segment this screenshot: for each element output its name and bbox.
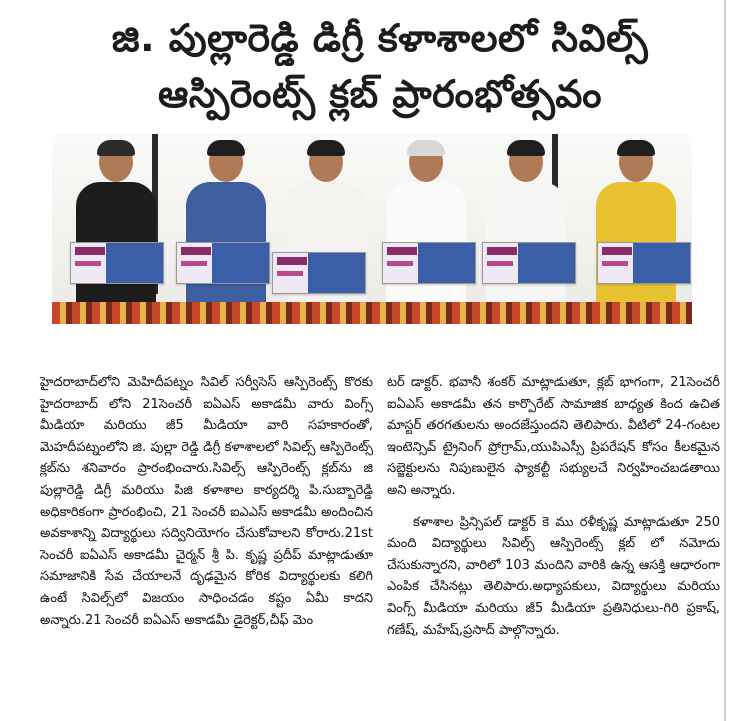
- club-poster: [272, 252, 366, 294]
- article-column-right: [387, 372, 720, 641]
- headline: [40, 0, 720, 122]
- paragraph: కళాశాల ప్రిన్సిపల్ డాక్టర్ కె ము రళీకృష్ణ మాట్లాడుతూ 250 మంది విద్యార్థులు సివిల్స్ ఆస్పిరెంట్స్ క్లబ్ లో నమోదు చేసుకున్నారని, వారిలో 103 మందిని వారికి ఉన్న ఆసక్తి ఆధారంగా ఎంపిక చేసినట్లు తెలిపారు.అధ్యాపకులు, విద్యార్థులు మరియు వింగ్స్ మీడియా మరియు జీ5 మీడియా ప్రతినిధులు-గిరి ప్రకాష్, గణేష్, మహేష్,ప్రసాద్ పాల్గొన్నారు.: [387, 514, 720, 638]
- club-poster: [70, 242, 164, 284]
- club-poster: [176, 242, 270, 284]
- article-column-left: [40, 372, 373, 641]
- column-rule: [724, 0, 726, 721]
- headline-line-1: జి. పుల్లారెడ్డి డిగ్రీ కళాశాలలో సివిల్స్: [111, 16, 649, 60]
- club-poster: [382, 242, 476, 284]
- paragraph: టర్ డాక్టర్. భవానీ శంకర్ మాట్లాడుతూ, క్లబ్ భాగంగా, 21సెంచరీ ఐఏఎస్ అకాడమీ తన కార్పొరేట్ సామాజిక బాధ్యత కింద ఉచిత మాస్టర్ తరగతులను అందజేస్తుందని తెలిపారు. వీటిలో 24-గంటల ఇంటెన్సివ్ ట్రైనింగ్ ప్రోగ్రామ్,యుపిఎస్సీ ప్రిపరేషన్ కోసం కీలకమైన సబ్జెక్టులను నిపుణులైన ఫ్యాకల్టీ సభ్యులచే నిర్వహించబడతాయి అని అన్నారు.: [387, 375, 720, 498]
- table-cloth: [52, 302, 692, 324]
- club-poster: [482, 242, 576, 284]
- headline-line-2: ఆస్పిరెంట్స్ క్లబ్ ప్రారంభోత్సవం: [157, 72, 603, 116]
- event-photo: [52, 134, 692, 324]
- article-body: [40, 372, 720, 641]
- club-poster: [597, 242, 691, 284]
- paragraph: హైదరాబాద్‌లోని మెహిదీపట్నం సివిల్ సర్వీసెస్ ఆస్పిరెంట్స్ కొరకు హైదరాబాద్ లోని 21సెంచరీ ఐఏఎస్ అకాడమీ వారు వింగ్స్ మీడియా మరియు జీ5 మీడియా వారి సహకారంతో, మెహదీపట్నంలోని జి. పుల్లా రెడ్డి డిగ్రీ కళాశాలలో సివిల్స్ ఆస్పిరెంట్స్ క్లబ్‌ను శనివారం ప్రారంభించారు.సివిల్స్ ఆస్పిరెంట్స్ క్లబ్‌ను జి పుల్లారెడ్డి డిగ్రీ మరియు పిజి కళాశాల కార్యదర్శి పి.సుబ్బారెడ్డి అధికారికంగా ప్రారంభించి, 21 సెంచరీ ఐఎఎస్ అకాడమీ అందించిన అవకాశాన్ని విద్యార్థులు సద్వినియోగం చేసుకోవాలని కోరారు.21st సెంచరీ ఐఏఎస్ అకాడమీ చైర్మన్ శ్రీ పి. కృష్ణ ప్రదీప్ మాట్లాడుతూ సమాజానికి సేవ చేయాలనే దృఢమైన కోరిక విద్యార్థులకు కలిగి ఉంటే సివిల్స్‌లో విజయం సాధించడం కష్టం ఏమీ కాదని అన్నారు.21 సెంచరీ ఐఏఎస్ అకాడమీ డైరెక్టర్,చీఫ్ మెం: [40, 375, 373, 628]
